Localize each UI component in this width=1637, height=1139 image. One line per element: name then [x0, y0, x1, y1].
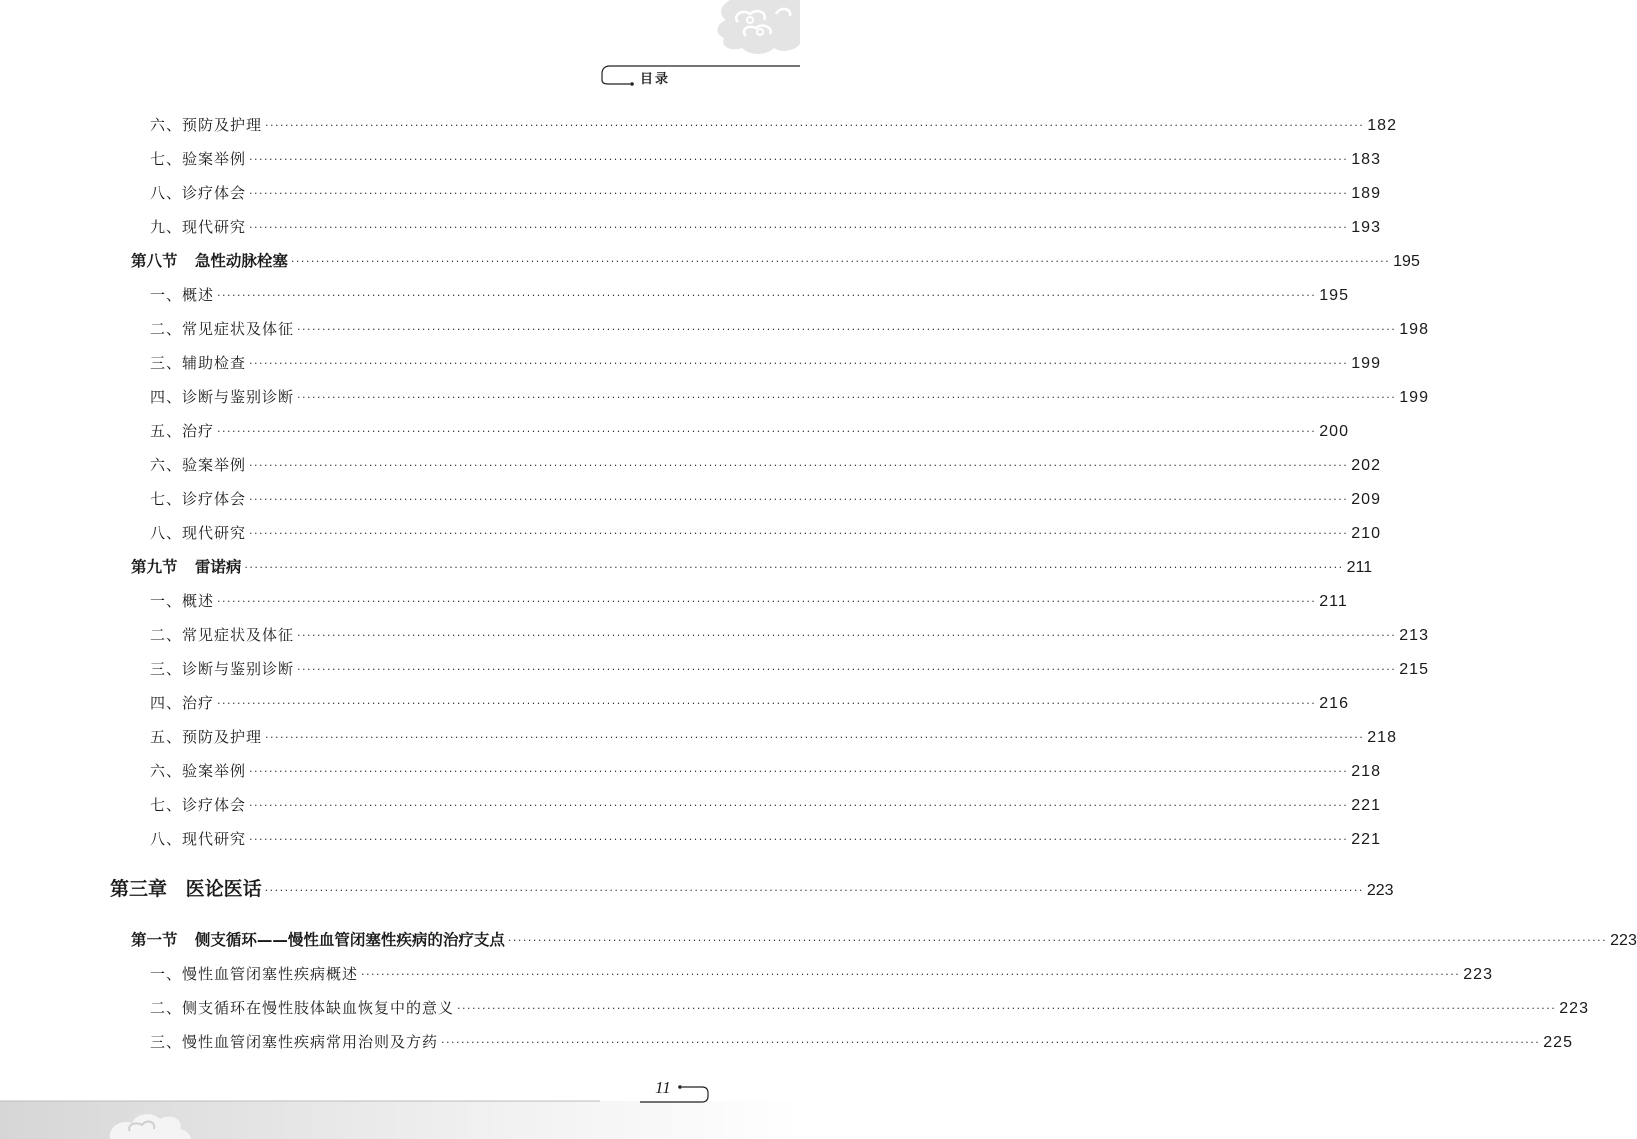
- dot-leader: ····························································································································································································································: [249, 799, 1349, 812]
- toc-page-number: 193: [1351, 219, 1381, 236]
- toc-item[interactable]: [150, 588, 1348, 614]
- toc-page-number: 189: [1351, 185, 1381, 202]
- toc-entry-title: 六、验案举例: [150, 762, 247, 780]
- toc-item[interactable]: [150, 520, 1381, 546]
- toc-chapter[interactable]: [110, 876, 1394, 902]
- toc-item[interactable]: [150, 792, 1381, 818]
- dot-leader: ····························································································································································································································: [507, 934, 1608, 947]
- toc-entry-title: 三、慢性血管闭塞性疾病常用治则及方药: [150, 1033, 439, 1051]
- toc-entry-title: 八、现代研究: [150, 524, 247, 542]
- toc-page-number: 216: [1319, 695, 1349, 712]
- dot-leader: ····························································································································································································································: [297, 391, 1397, 404]
- toc-item[interactable]: [150, 282, 1349, 308]
- toc-item[interactable]: [150, 418, 1349, 444]
- dot-leader: ····························································································································································································································: [264, 884, 1364, 897]
- toc-page-number: 211: [1319, 593, 1348, 610]
- dot-leader: ····························································································································································································································: [249, 153, 1349, 166]
- running-header: [598, 64, 800, 90]
- toc-item[interactable]: [150, 961, 1493, 987]
- toc-item[interactable]: [150, 724, 1397, 750]
- dot-leader: ····························································································································································································································: [297, 663, 1397, 676]
- toc-entry-title: 第一节 侧支循环——慢性血管闭塞性疾病的治疗支点: [131, 931, 505, 949]
- dot-leader: ····························································································································································································································: [457, 1002, 1557, 1015]
- dot-leader: ····························································································································································································································: [217, 595, 1317, 608]
- toc-page-number: 221: [1351, 797, 1381, 814]
- toc-entry-title: 三、辅助检查: [150, 354, 247, 372]
- toc-item[interactable]: [150, 995, 1589, 1021]
- toc-entry-title: 六、验案举例: [150, 456, 247, 474]
- toc-page-number: 198: [1399, 321, 1429, 338]
- toc-item[interactable]: [150, 486, 1381, 512]
- header-title: 目录: [640, 72, 671, 87]
- toc-entry-title: 三、诊断与鉴别诊断: [150, 660, 295, 678]
- toc-page-number: 223: [1559, 1000, 1589, 1017]
- toc-item[interactable]: [150, 758, 1381, 784]
- toc-entry-title: 二、常见症状及体征: [150, 320, 295, 338]
- dot-leader: ····························································································································································································································: [361, 968, 1461, 981]
- toc-item[interactable]: [150, 1029, 1573, 1055]
- toc-entry-title: 一、慢性血管闭塞性疾病概述: [150, 965, 359, 983]
- toc-entry-title: 第三章 医论医话: [110, 878, 262, 900]
- toc-entry-title: 第八节 急性动脉栓塞: [131, 252, 288, 270]
- toc-entry-title: 五、预防及护理: [150, 728, 263, 746]
- toc-page-number: 195: [1319, 287, 1349, 304]
- toc-item[interactable]: [150, 180, 1381, 206]
- toc-entry-title: 二、侧支循环在慢性肢体缺血恢复中的意义: [150, 999, 455, 1017]
- toc-page-number: 223: [1610, 932, 1637, 949]
- dot-leader: ····························································································································································································································: [249, 187, 1349, 200]
- dot-leader: ····························································································································································································································: [249, 765, 1349, 778]
- dot-leader: ····························································································································································································································: [441, 1036, 1541, 1049]
- toc-page-number: 218: [1367, 729, 1397, 746]
- toc-item[interactable]: [150, 622, 1429, 648]
- toc-entry-title: 一、概述: [150, 286, 215, 304]
- toc-entry-title: 一、概述: [150, 592, 215, 610]
- toc-entry-title: 九、现代研究: [150, 218, 247, 236]
- toc-item[interactable]: [150, 384, 1429, 410]
- toc-entry-title: 六、预防及护理: [150, 116, 263, 134]
- toc-section[interactable]: [131, 248, 1420, 274]
- dot-leader: ····························································································································································································································: [265, 731, 1365, 744]
- cloud-ornament-icon: [690, 0, 800, 60]
- dot-leader: ····························································································································································································································: [297, 323, 1397, 336]
- toc-page-number: 199: [1351, 355, 1381, 372]
- toc-entry-title: 七、诊疗体会: [150, 490, 247, 508]
- toc-item[interactable]: [150, 350, 1381, 376]
- toc-entry-title: 第九节 雷诺病: [131, 558, 242, 576]
- footer-bracket-icon: [640, 1078, 720, 1104]
- toc-page-number: 213: [1399, 627, 1429, 644]
- toc-page-number: 223: [1366, 882, 1394, 899]
- toc-page-number: 218: [1351, 763, 1381, 780]
- toc-page-number: 183: [1351, 151, 1381, 168]
- dot-leader: ····························································································································································································································: [244, 561, 1344, 574]
- toc-page-number: 215: [1399, 661, 1429, 678]
- toc-entry-title: 八、诊疗体会: [150, 184, 247, 202]
- toc-item[interactable]: [150, 656, 1429, 682]
- toc-page-number: 210: [1351, 525, 1381, 542]
- toc-section[interactable]: [131, 927, 1637, 953]
- dot-leader: ····························································································································································································································: [249, 833, 1349, 846]
- dot-leader: ····························································································································································································································: [249, 459, 1349, 472]
- toc-entry-title: 四、治疗: [150, 694, 215, 712]
- toc-entry-title: 八、现代研究: [150, 830, 247, 848]
- toc-section[interactable]: [131, 554, 1373, 580]
- toc-page-number: 199: [1399, 389, 1429, 406]
- toc-page-number: 223: [1463, 966, 1493, 983]
- toc-item[interactable]: [150, 316, 1429, 342]
- dot-leader: ····························································································································································································································: [249, 527, 1349, 540]
- toc-page-number: 195: [1393, 253, 1420, 270]
- toc-page-number: 209: [1351, 491, 1381, 508]
- toc-entry-title: 七、验案举例: [150, 150, 247, 168]
- dot-leader: ····························································································································································································································: [217, 289, 1317, 302]
- toc-entry-title: 四、诊断与鉴别诊断: [150, 388, 295, 406]
- footer-page-number: [640, 1078, 720, 1104]
- dot-leader: ····························································································································································································································: [249, 493, 1349, 506]
- toc-page-number: 221: [1351, 831, 1381, 848]
- toc-page-number: 225: [1543, 1034, 1573, 1051]
- dot-leader: ····························································································································································································································: [249, 357, 1349, 370]
- dot-leader: ····························································································································································································································: [290, 255, 1391, 268]
- toc-item[interactable]: [150, 214, 1381, 240]
- toc-item[interactable]: [150, 826, 1381, 852]
- toc-entry-title: 五、治疗: [150, 422, 215, 440]
- dot-leader: ····························································································································································································································: [265, 119, 1365, 132]
- dot-leader: ····························································································································································································································: [297, 629, 1397, 642]
- page-number: 11: [655, 1078, 671, 1097]
- dot-leader: ····························································································································································································································: [217, 697, 1317, 710]
- toc-page-number: 182: [1367, 117, 1397, 134]
- toc-page-number: 200: [1319, 423, 1349, 440]
- toc-page-number: 211: [1346, 559, 1373, 576]
- dot-leader: ····························································································································································································································: [249, 221, 1349, 234]
- dot-leader: ····························································································································································································································: [217, 425, 1317, 438]
- toc-page-number: 202: [1351, 457, 1381, 474]
- toc-item[interactable]: [150, 112, 1397, 138]
- header-bracket-icon: [598, 64, 800, 90]
- toc-entry-title: 七、诊疗体会: [150, 796, 247, 814]
- toc-item[interactable]: [150, 146, 1381, 172]
- toc-item[interactable]: [150, 452, 1381, 478]
- toc-item[interactable]: [150, 690, 1349, 716]
- toc-entry-title: 二、常见症状及体征: [150, 626, 295, 644]
